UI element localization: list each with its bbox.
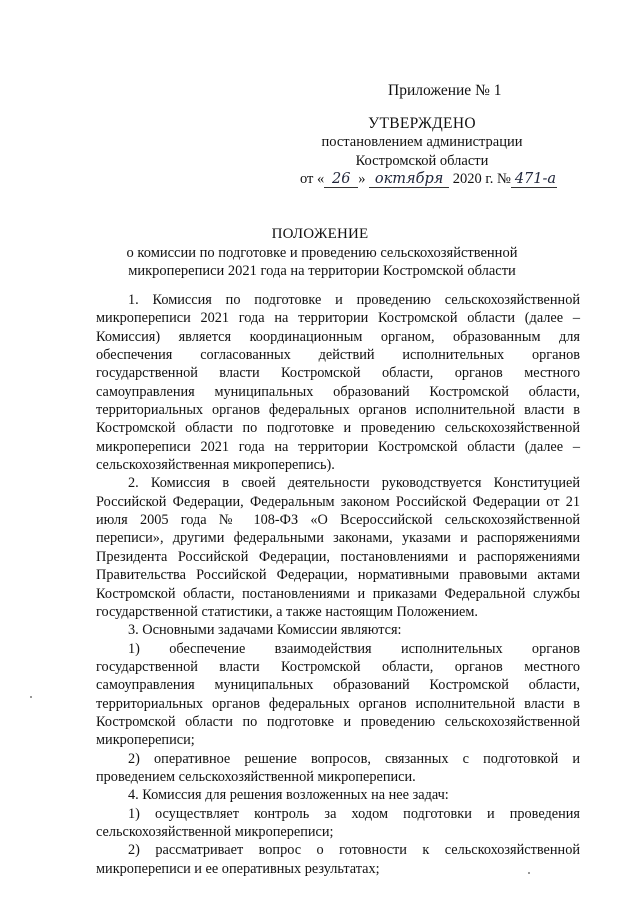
- document-subtitle: о комиссии по подготовке и проведению сельскохозяйственной микропереписи 2021 года на территории Костромской области: [126, 245, 518, 279]
- date-prefix: от «: [300, 171, 325, 187]
- handwritten-month: октября: [369, 172, 449, 188]
- paragraph-4-item-2: 2) рассматривает вопрос о готовности к сельскохозяйственной микропереписи и ее оперативных результатах;: [96, 842, 580, 877]
- paragraph-4-item-1: 1) осуществляет контроль за ходом подготовки и проведения сельскохозяйственной микропереписи;: [96, 805, 580, 840]
- scan-speck: [528, 872, 530, 874]
- approved-by-line-2: Костромской области: [355, 153, 489, 169]
- paragraph-3-item-1: 1) обеспечение взаимодействия исполнительных органов государственной власти Костромской области, органов местного самоуправления муниципальных образований Костромской области, территориальных органов федеральных органов исполнительной власти в Костромской области по подготовке и проведению сельскохозяйственной микропереписи;: [96, 640, 580, 749]
- approval-date-line: [300, 171, 600, 188]
- paragraph-3: 3. Основными задачами Комиссии являются:: [128, 622, 402, 639]
- scan-speck: [30, 696, 32, 698]
- paragraph-3-item-2: 2) оперативное решение вопросов, связанных с подготовкой и проведением сельскохозяйственной микропереписи.: [96, 750, 580, 785]
- paragraph-2: 2. Комиссия в своей деятельности руководствуется Конституцией Российской Федерации, Федеральным законом Российской Федерации от 21 июля 2005 года № 108-ФЗ «О Всероссийской сельскохозяйственной переписи», другими федеральными законами, указами и распоряжениями Президента Российской Федерации, постановлениями и распоряжениями Правительства Российской Федерации, нормативными правовыми актами Костромской области, постановлениями и приказами Федеральной службы государственной статистики, а также настоящим Положением.: [96, 475, 580, 620]
- paragraph-4: 4. Комиссия для решения возложенных на нее задач:: [128, 787, 449, 804]
- handwritten-number: 471-а: [511, 172, 557, 188]
- approved-by-line-1: постановлением администрации: [321, 134, 523, 150]
- approved-title: УТВЕРЖДЕНО: [368, 115, 476, 132]
- approval-block: [300, 114, 544, 171]
- document-body: [96, 291, 580, 878]
- paragraph-1: 1. Комиссия по подготовке и проведению сельскохозяйственной микропереписи 2021 года на территории Костромской области (далее – Комиссия) является координационным органом, образованным для обеспечения согласованных действий исполнительных органов государственной власти Костромской области, органов местного самоуправления муниципальных образований Костромской области, территориальных органов федеральных органов исполнительной власти в Костромской области по подготовке и проведению сельскохозяйственной микропереписи 2021 года на территории Костромской области (далее – сельскохозяйственная микроперепись).: [96, 292, 580, 474]
- document-title: ПОЛОЖЕНИЕ: [271, 226, 369, 242]
- date-mid: »: [358, 171, 366, 187]
- appendix-label: Приложение № 1: [388, 82, 502, 99]
- handwritten-day: 26: [324, 172, 358, 188]
- date-year: 2020 г. №: [452, 171, 511, 187]
